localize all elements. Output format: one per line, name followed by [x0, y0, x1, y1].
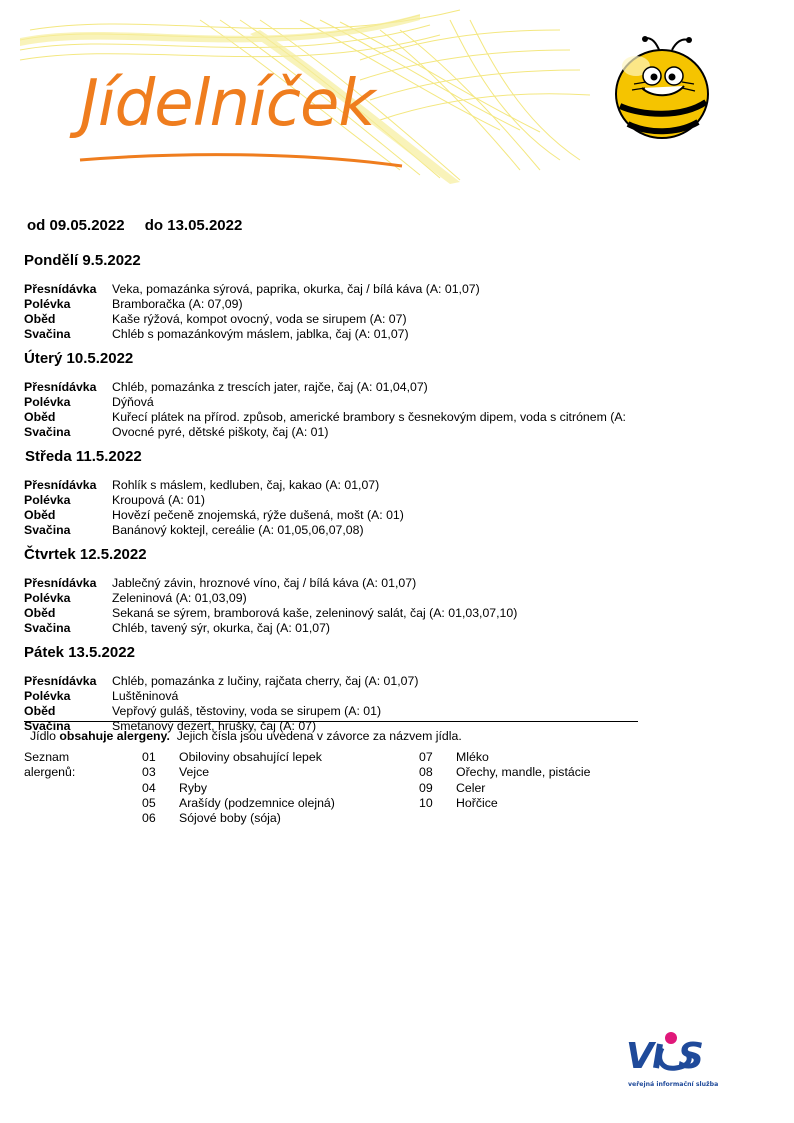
meal-label: Polévka: [24, 493, 71, 507]
day-wednesday: [24, 448, 704, 538]
meal-text: Vepřový guláš, těstoviny, voda se sirupem (A: 01): [112, 704, 382, 718]
meal-row: [24, 297, 704, 312]
meal-text: Veka, pomazánka sýrová, paprika, okurka, čaj / bílá káva (A: 01,07): [112, 282, 480, 296]
meal-text: Chléb, tavený sýr, okurka, čaj (A: 01,07): [112, 621, 331, 635]
meal-text: Hovězí pečeně znojemská, rýže dušená, mošt (A: 01): [112, 508, 404, 522]
meal-row: [24, 591, 704, 606]
meal-label: Polévka: [24, 297, 71, 311]
meal-row: [24, 606, 704, 621]
meal-row: [24, 425, 704, 440]
meal-text: Kroupová (A: 01): [112, 493, 205, 507]
meal-label: Oběd: [24, 704, 56, 718]
day-monday: [24, 252, 704, 342]
allergen-column-left: [142, 750, 335, 826]
meal-text: Kaše rýžová, kompot ovocný, voda se sirupem (A: 07): [112, 312, 407, 326]
meal-text: Chléb, pomazánka z lučiny, rajčata cherry, čaj (A: 01,07): [112, 674, 419, 688]
meal-label: Polévka: [24, 591, 71, 605]
allergen-item: 09 Celer: [419, 780, 486, 795]
meal-text: Chléb, pomazánka z trescích jater, rajče, čaj (A: 01,04,07): [112, 380, 428, 394]
meal-row: [24, 576, 704, 591]
svg-text:V: V: [626, 1036, 654, 1077]
allergen-note-prefix: Jídlo: [30, 729, 60, 743]
meal-text: Kuřecí plátek na přírod. způsob, americké brambory s česnekovým dipem, voda s citrónem (A:: [112, 410, 626, 424]
meal-row: [24, 395, 704, 410]
allergen-item: 03 Vejce: [142, 765, 210, 780]
meal-row: [24, 312, 704, 327]
meal-label: Oběd: [24, 312, 56, 326]
meal-row: [24, 282, 704, 297]
meal-label: Polévka: [24, 689, 71, 703]
meal-label: Svačina: [24, 621, 71, 635]
meal-row: [24, 508, 704, 523]
divider: [24, 721, 638, 722]
meal-label: Svačina: [24, 327, 71, 341]
meal-row: [24, 674, 704, 689]
day-tuesday: [24, 350, 704, 440]
day-thursday: [24, 546, 704, 636]
allergen-item: 04 Ryby: [142, 780, 208, 795]
meal-label: Oběd: [24, 508, 56, 522]
meal-label: Přesnídávka: [24, 576, 97, 590]
meal-text: Zeleninová (A: 01,03,09): [112, 591, 247, 605]
meal-label: Svačina: [24, 719, 71, 733]
meal-text: Banánový koktejl, cereálie (A: 01,05,06,07,08): [112, 523, 364, 537]
date-from: od 09.05.2022: [27, 217, 125, 234]
meal-label: Svačina: [24, 425, 71, 439]
date-range: [27, 217, 258, 234]
meal-row: [24, 704, 704, 719]
meal-row: [24, 493, 704, 508]
menu-days: [24, 252, 704, 742]
meal-row: [24, 410, 704, 425]
day-title: Úterý 10.5.2022: [24, 350, 134, 367]
meal-text: Luštěninová: [112, 689, 179, 703]
allergen-note-bold: obsahuje alergeny.: [59, 729, 170, 743]
allergen-heading: Seznam alergenů:: [24, 750, 76, 780]
meal-row: [24, 523, 704, 538]
meal-label: Přesnídávka: [24, 282, 97, 296]
meal-row: [24, 327, 704, 342]
meal-label: Přesnídávka: [24, 674, 97, 688]
allergen-column-right: [419, 750, 590, 811]
meal-label: Oběd: [24, 606, 56, 620]
allergen-item: 05 Arašídy (podzemnice olejná): [142, 795, 335, 810]
vis-tagline: veřejná informační služba: [628, 1081, 719, 1088]
allergen-item: 01 Obiloviny obsahující lepek: [142, 750, 322, 764]
allergen-item: 10 Hořčice: [419, 795, 498, 810]
meal-text: Smetanový dezert, hrušky, čaj (A: 07): [112, 719, 317, 733]
meal-text: Sekaná se sýrem, bramborová kaše, zeleninový salát, čaj (A: 01,03,07,10): [112, 606, 518, 620]
allergen-item: 06 Sójové boby (sója): [142, 811, 281, 826]
allergen-note-suffix: Jejich čísla jsou uvedena v závorce za názvem jídla.: [169, 729, 462, 743]
meal-label: Oběd: [24, 410, 56, 424]
meal-row: [24, 478, 704, 493]
day-title: Pondělí 9.5.2022: [24, 252, 141, 269]
meal-label: Přesnídávka: [24, 380, 97, 394]
vis-logo-icon: [626, 1030, 722, 1092]
bee-mascot-icon: [612, 36, 712, 140]
day-title: Středa 11.5.2022: [25, 448, 142, 465]
meal-text: Jablečný závin, hroznové víno, čaj / bílá káva (A: 01,07): [112, 576, 417, 590]
allergen-note: [30, 729, 462, 743]
meal-text: Rohlík s máslem, kedluben, čaj, kakao (A: 01,07): [112, 478, 380, 492]
meal-text: Ovocné pyré, dětské piškoty, čaj (A: 01): [112, 425, 329, 439]
meal-row: [24, 689, 704, 704]
meal-label: Polévka: [24, 395, 71, 409]
meal-label: Svačina: [24, 523, 71, 537]
meal-text: Bramboračka (A: 07,09): [112, 297, 243, 311]
day-title: Pátek 13.5.2022: [24, 644, 135, 661]
meal-label: Přesnídávka: [24, 478, 97, 492]
allergen-item: 08 Ořechy, mandle, pistácie: [419, 765, 591, 780]
meal-text: Chléb s pomazánkovým máslem, jablka, čaj (A: 01,07): [112, 327, 409, 341]
meal-text: Dýňová: [112, 395, 154, 409]
meal-row: [24, 380, 704, 395]
page-title: Jídelníček: [80, 67, 375, 141]
allergen-item: 07 Mléko: [419, 750, 489, 764]
date-to: do 13.05.2022: [144, 217, 243, 234]
svg-text:S: S: [678, 1036, 704, 1077]
meal-row: [24, 621, 704, 636]
day-title: Čtvrtek 12.5.2022: [24, 546, 147, 563]
